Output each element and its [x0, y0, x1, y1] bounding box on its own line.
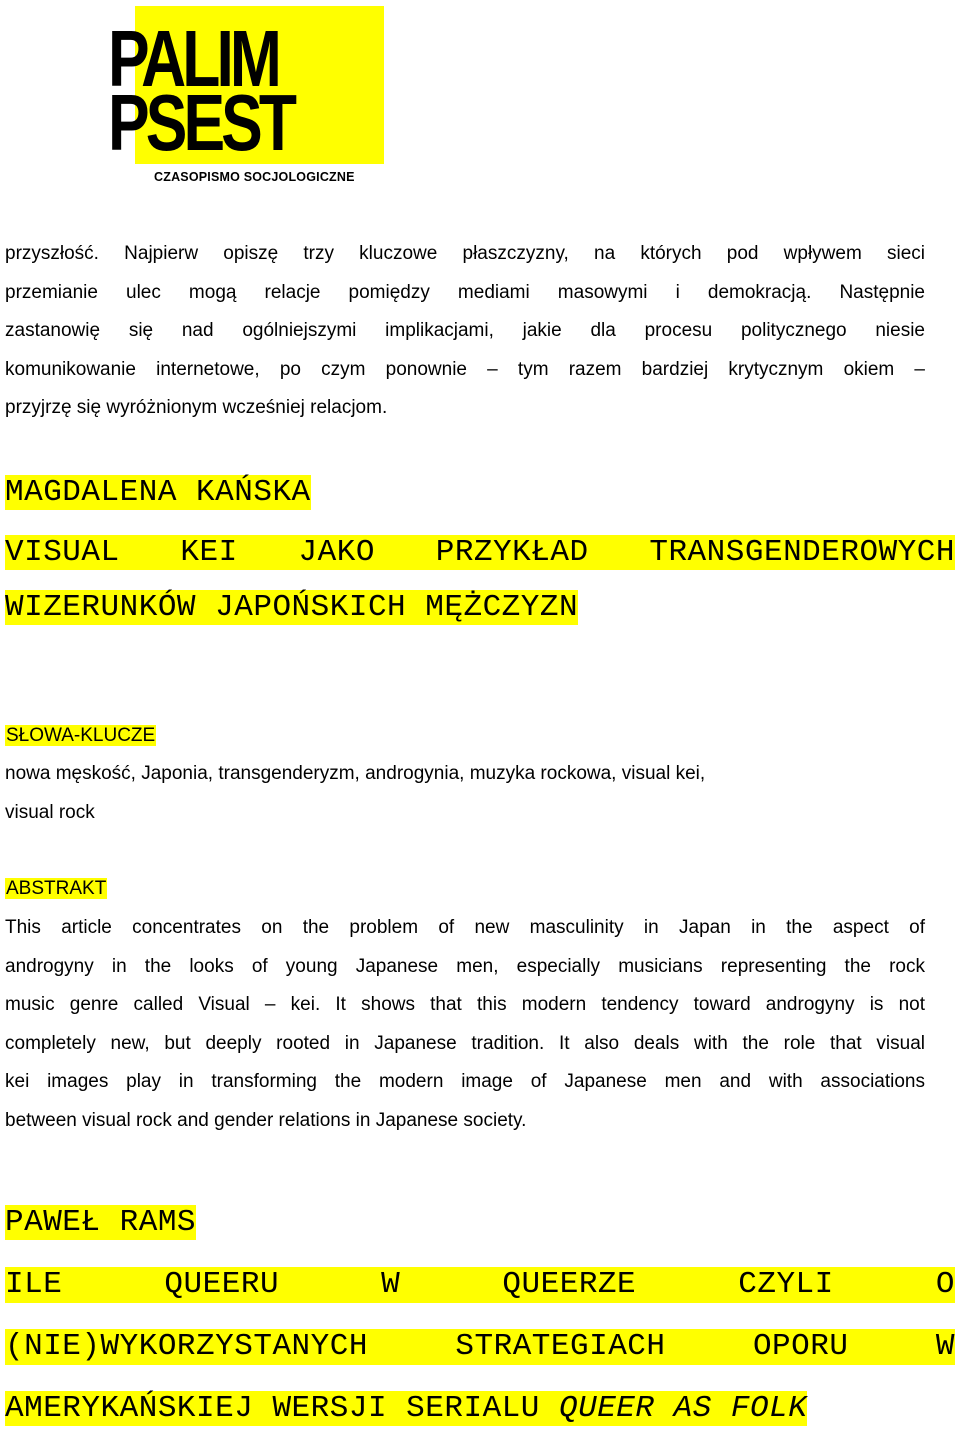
- article1-abstract-label-row: [5, 876, 107, 902]
- abstract-line: between visual rock and gender relations in Japanese society.: [5, 1109, 527, 1131]
- article2-author: PAWEŁ RAMS: [5, 1205, 197, 1240]
- article1-title-line2: [5, 590, 955, 626]
- abstract-label: ABSTRAKT: [6, 878, 107, 899]
- article1-author-row: [5, 475, 955, 511]
- article1-title-text: VISUAL KEI JAKO PRZYKŁAD TRANSGENDEROWYCH: [5, 535, 955, 570]
- intro-line: przyjrzę się wyróżnionym wcześniej relacjom.: [5, 397, 388, 419]
- series-title: QUEER AS FOLK: [559, 1391, 808, 1426]
- article1-keywords: [5, 755, 925, 832]
- intro-line: komunikowanie internetowe, po czym ponownie – tym razem bardziej krytycznym okiem –: [5, 358, 925, 380]
- article1-author: MAGDALENA KAŃSKA: [5, 475, 311, 510]
- logo-word-top: PALIM: [108, 14, 278, 103]
- article2-author-row: [5, 1205, 955, 1241]
- abstract-line: completely new, but deeply rooted in Japanese tradition. It also deals with the role that visual: [5, 1032, 925, 1054]
- intro-line: przyszłość. Najpierw opiszę trzy kluczowe płaszczyzny, na których pod wpływem sieci: [5, 243, 925, 264]
- article2-title-line2: (NIE)WYKORZYSTANYCH STRATEGIACH OPORU W: [5, 1329, 955, 1364]
- keywords-label: SŁOWA-KLUCZE: [6, 725, 156, 746]
- article2-title-line3: [5, 1391, 955, 1427]
- article2-title-line1: ILE QUEERU W QUEERZE CZYLI O: [5, 1267, 955, 1302]
- logo-word-bottom: PSEST: [108, 78, 294, 167]
- article2-title-text: [5, 1391, 807, 1426]
- intro-paragraph: [5, 235, 925, 428]
- abstract-line: kei images play in transforming the modern image of Japanese men and with associations: [5, 1071, 925, 1093]
- logo-subtitle: CZASOPISMO SOCJOLOGICZNE: [154, 170, 355, 184]
- intro-line: przemianie ulec mogą relacje pomiędzy mediami masowymi i demokracją. Następnie: [5, 281, 925, 303]
- keywords-line: visual rock: [5, 801, 95, 823]
- article1-abstract: [5, 909, 925, 1141]
- keywords-line: nowa męskość, Japonia, transgenderyzm, androgynia, muzyka rockowa, visual kei,: [5, 763, 706, 784]
- article1-title-text: WIZERUNKÓW JAPOŃSKICH MĘŻCZYZN: [5, 590, 579, 625]
- abstract-line: androgyny in the looks of young Japanese men, especially musicians representing the rock: [5, 955, 925, 977]
- article1-keywords-label-row: [5, 723, 156, 749]
- article2-title-prefix: AMERYKAŃSKIEJ WERSJI SERIALU: [5, 1391, 559, 1426]
- intro-line: zastanowię się nad ogólniejszymi implikacjami, jakie dla procesu politycznego niesie: [5, 320, 925, 342]
- article1-title-line1: [5, 535, 955, 571]
- journal-logo: [108, 6, 384, 186]
- abstract-line: This article concentrates on the problem of new masculinity in Japan in the aspect of: [5, 917, 925, 938]
- abstract-line: music genre called Visual – kei. It shows that this modern tendency toward androgyny is not: [5, 994, 925, 1016]
